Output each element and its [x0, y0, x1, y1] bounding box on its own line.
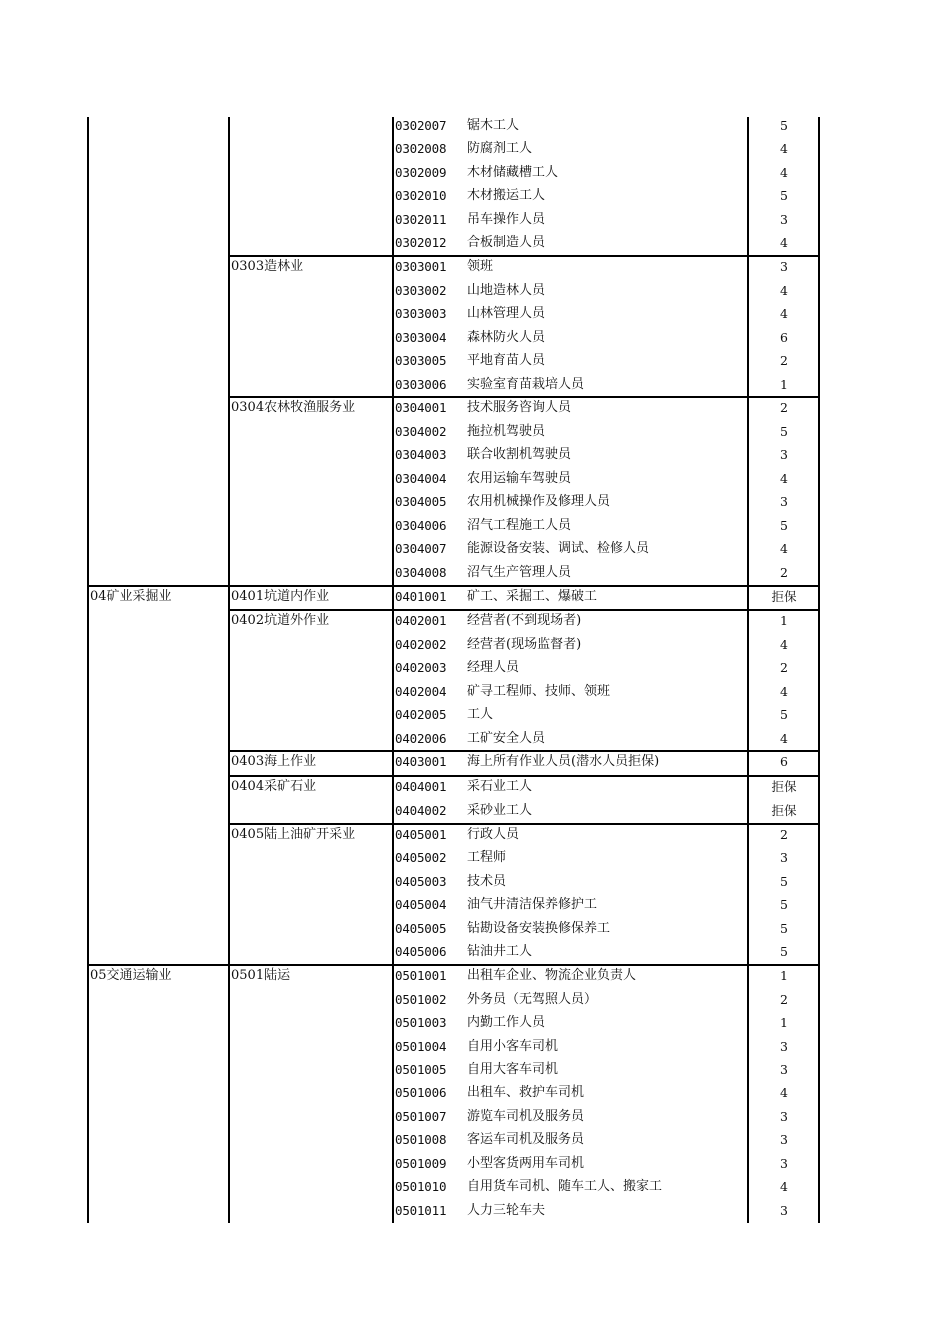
- occupation-name: 技术员: [467, 874, 507, 889]
- risk-level: 5: [780, 944, 788, 959]
- occupation-name: 行政人员: [467, 827, 520, 842]
- risk-level: 拒保: [771, 589, 797, 604]
- occupation-name: 吊车操作人员: [467, 212, 546, 227]
- risk-level: 4: [780, 684, 788, 699]
- category-label: 0501陆运: [231, 968, 291, 983]
- occupation-name: 经营者(不到现场者): [467, 613, 582, 628]
- occupation-code: 0501002: [395, 992, 447, 1007]
- risk-level: 1: [780, 613, 788, 628]
- risk-level: 3: [780, 1039, 788, 1054]
- risk-level: 4: [780, 141, 788, 156]
- occupation-code: 0405002: [395, 850, 447, 865]
- occupation-name: 工矿安全人员: [467, 731, 546, 746]
- industry-label: 04矿业采掘业: [90, 589, 172, 604]
- risk-level: 3: [780, 1109, 788, 1124]
- risk-level: 3: [780, 259, 788, 274]
- occupation-code: 0404002: [395, 803, 447, 818]
- occupation-code: 0302010: [395, 188, 447, 203]
- row-border: [88, 964, 820, 966]
- occupation-code: 0304003: [395, 447, 447, 462]
- occupation-code: 0501009: [395, 1156, 447, 1171]
- risk-level: 5: [780, 118, 788, 133]
- occupation-name: 沼气生产管理人员: [467, 565, 572, 580]
- risk-level: 4: [780, 283, 788, 298]
- risk-level: 2: [780, 660, 788, 675]
- row-border: [88, 585, 820, 587]
- occupation-name: 小型客货两用车司机: [467, 1156, 585, 1171]
- risk-level: 3: [780, 212, 788, 227]
- occupation-code: 0501008: [395, 1132, 447, 1147]
- risk-level: 1: [780, 968, 788, 983]
- occupation-name: 农用机械操作及修理人员: [467, 494, 611, 509]
- category-label: 0401坑道内作业: [231, 589, 330, 604]
- occupation-code: 0501001: [395, 968, 447, 983]
- occupation-name: 领班: [467, 259, 494, 274]
- occupation-name: 沼气工程施工人员: [467, 518, 572, 533]
- occupation-name: 出租车企业、物流企业负责人: [467, 968, 637, 983]
- occupation-code: 0302009: [395, 165, 447, 180]
- occupation-name: 能源设备安装、调试、检修人员: [467, 541, 650, 556]
- occupation-name: 锯木工人: [467, 118, 520, 133]
- risk-level: 4: [780, 165, 788, 180]
- occupation-code: 0302007: [395, 118, 447, 133]
- occupation-code: 0304006: [395, 518, 447, 533]
- risk-level: 4: [780, 541, 788, 556]
- occupation-name: 外务员（无驾照人员）: [467, 992, 598, 1007]
- category-label: 0404采矿石业: [231, 779, 317, 794]
- risk-level: 4: [780, 1085, 788, 1100]
- risk-level: 2: [780, 827, 788, 842]
- occupation-code: 0501011: [395, 1203, 447, 1218]
- occupation-code: 0501006: [395, 1085, 447, 1100]
- occupation-code: 0402001: [395, 613, 447, 628]
- risk-level: 5: [780, 424, 788, 439]
- category-label: 0403海上作业: [231, 754, 317, 769]
- risk-level: 4: [780, 471, 788, 486]
- risk-level: 1: [780, 1015, 788, 1030]
- occupation-code: 0303005: [395, 353, 447, 368]
- occupation-name: 人力三轮车夫: [467, 1203, 546, 1218]
- occupation-name: 工人: [467, 707, 494, 722]
- occupation-name: 采石业工人: [467, 779, 533, 794]
- occupation-code: 0501010: [395, 1179, 447, 1194]
- category-label: 0405陆上油矿开采业: [231, 827, 356, 842]
- occupation-code: 0302012: [395, 235, 447, 250]
- occupation-code: 0303001: [395, 259, 447, 274]
- occupation-name: 自用货车司机、随车工人、搬家工: [467, 1179, 663, 1194]
- occupation-code: 0304002: [395, 424, 447, 439]
- occupation-name: 海上所有作业人员(潜水人员拒保): [467, 754, 660, 769]
- occupation-name: 木材搬运工人: [467, 188, 546, 203]
- occupation-code: 0501004: [395, 1039, 447, 1054]
- risk-level: 4: [780, 637, 788, 652]
- risk-level: 3: [780, 1132, 788, 1147]
- occupation-code: 0405004: [395, 897, 447, 912]
- row-border: [229, 750, 820, 752]
- occupation-code: 0402003: [395, 660, 447, 675]
- occupation-code: 0405006: [395, 944, 447, 959]
- risk-level: 4: [780, 306, 788, 321]
- occupation-name: 拖拉机驾驶员: [467, 424, 546, 439]
- occupation-code: 0304007: [395, 541, 447, 556]
- occupation-name: 联合收割机驾驶员: [467, 447, 572, 462]
- row-border: [229, 775, 820, 777]
- risk-level: 3: [780, 1062, 788, 1077]
- occupation-name: 实验室育苗栽培人员: [467, 377, 585, 392]
- risk-level: 2: [780, 992, 788, 1007]
- risk-level: 5: [780, 897, 788, 912]
- category-label: 0304农林牧渔服务业: [231, 400, 356, 415]
- occupation-name: 游览车司机及服务员: [467, 1109, 585, 1124]
- risk-level: 1: [780, 377, 788, 392]
- industry-label: 05交通运输业: [90, 968, 172, 983]
- occupation-name: 出租车、救护车司机: [467, 1085, 585, 1100]
- occupation-name: 山林管理人员: [467, 306, 546, 321]
- occupation-name: 采砂业工人: [467, 803, 533, 818]
- occupation-code: 0303004: [395, 330, 447, 345]
- risk-level: 6: [780, 754, 788, 769]
- risk-level: 2: [780, 565, 788, 580]
- occupation-code: 0402002: [395, 637, 447, 652]
- risk-level: 4: [780, 1179, 788, 1194]
- occupation-code: 0403001: [395, 754, 447, 769]
- occupation-code: 0501003: [395, 1015, 447, 1030]
- occupation-code: 0303003: [395, 306, 447, 321]
- column-border: [392, 117, 394, 1223]
- risk-level: 3: [780, 447, 788, 462]
- occupation-name: 技术服务咨询人员: [467, 400, 572, 415]
- occupation-name: 工程师: [467, 850, 507, 865]
- occupation-code: 0304008: [395, 565, 447, 580]
- occupation-name: 平地育苗人员: [467, 353, 546, 368]
- occupation-name: 经营者(现场监督者): [467, 637, 582, 652]
- occupation-name: 矿工、采掘工、爆破工: [467, 589, 598, 604]
- risk-level: 拒保: [771, 803, 797, 818]
- row-border: [229, 255, 820, 257]
- occupation-code: 0501005: [395, 1062, 447, 1077]
- occupation-code: 0405003: [395, 874, 447, 889]
- risk-level: 3: [780, 1203, 788, 1218]
- occupation-name: 森林防火人员: [467, 330, 546, 345]
- occupation-code: 0304001: [395, 400, 447, 415]
- category-label: 0303造林业: [231, 259, 304, 274]
- occupation-code: 0302011: [395, 212, 447, 227]
- risk-level: 5: [780, 188, 788, 203]
- risk-level: 2: [780, 353, 788, 368]
- occupation-code: 0405005: [395, 921, 447, 936]
- occupation-code: 0304004: [395, 471, 447, 486]
- occupation-code: 0401001: [395, 589, 447, 604]
- risk-level: 6: [780, 330, 788, 345]
- occupation-name: 矿寻工程师、技师、领班: [467, 684, 611, 699]
- occupation-name: 山地造林人员: [467, 283, 546, 298]
- occupation-code: 0501007: [395, 1109, 447, 1124]
- occupation-name: 钻油井工人: [467, 944, 533, 959]
- column-border: [87, 117, 89, 1223]
- risk-level: 3: [780, 494, 788, 509]
- occupation-name: 钻勘设备安装换修保养工: [467, 921, 611, 936]
- category-label: 0402坑道外作业: [231, 613, 330, 628]
- risk-level: 5: [780, 707, 788, 722]
- risk-level: 3: [780, 850, 788, 865]
- risk-level: 4: [780, 731, 788, 746]
- occupation-name: 经理人员: [467, 660, 520, 675]
- occupation-name: 自用大客车司机: [467, 1062, 559, 1077]
- occupation-code: 0303006: [395, 377, 447, 392]
- risk-level: 3: [780, 1156, 788, 1171]
- occupation-code: 0304005: [395, 494, 447, 509]
- occupation-code: 0404001: [395, 779, 447, 794]
- risk-level: 5: [780, 874, 788, 889]
- occupation-name: 内勤工作人员: [467, 1015, 546, 1030]
- occupation-code: 0405001: [395, 827, 447, 842]
- occupation-name: 合板制造人员: [467, 235, 546, 250]
- risk-level: 2: [780, 400, 788, 415]
- occupation-name: 油气井清洁保养修护工: [467, 897, 598, 912]
- risk-level: 拒保: [771, 779, 797, 794]
- occupation-code: 0402005: [395, 707, 447, 722]
- occupation-code: 0402006: [395, 731, 447, 746]
- occupation-code: 0302008: [395, 141, 447, 156]
- occupation-name: 防腐剂工人: [467, 141, 533, 156]
- occupation-name: 农用运输车驾驶员: [467, 471, 572, 486]
- occupation-code: 0402004: [395, 684, 447, 699]
- occupation-name: 木材储藏槽工人: [467, 165, 559, 180]
- risk-level: 4: [780, 235, 788, 250]
- occupation-name: 自用小客车司机: [467, 1039, 559, 1054]
- column-border: [228, 117, 230, 1223]
- occupation-code: 0303002: [395, 283, 447, 298]
- risk-level: 5: [780, 921, 788, 936]
- risk-level: 5: [780, 518, 788, 533]
- occupation-name: 客运车司机及服务员: [467, 1132, 585, 1147]
